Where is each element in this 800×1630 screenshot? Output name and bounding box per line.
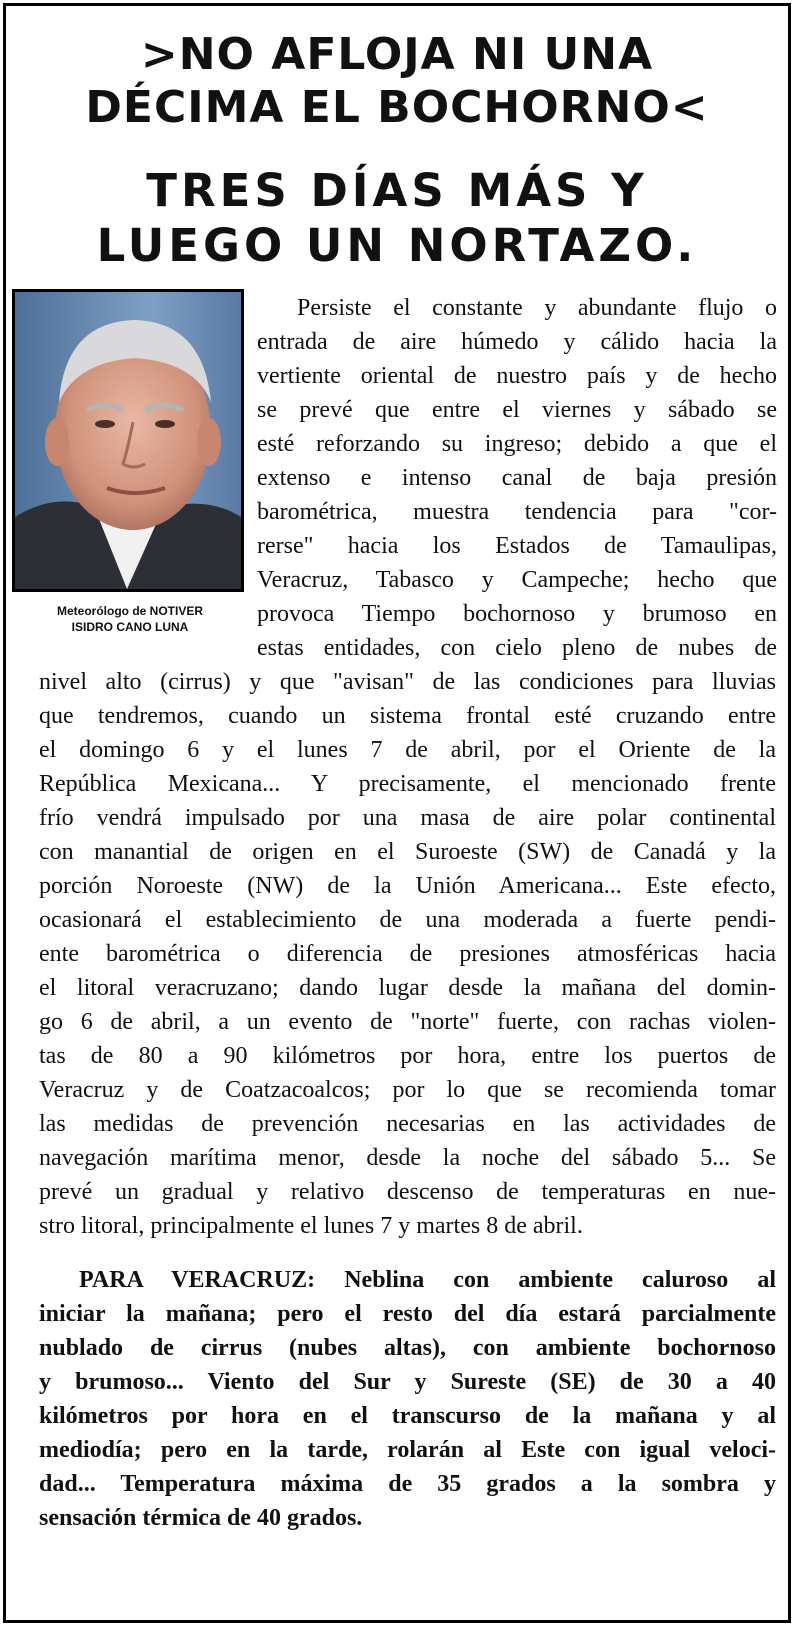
article-frame (3, 3, 791, 1623)
body-line: estas entidades, con cielo pleno de nubes de (257, 635, 777, 661)
forecast-line: sensación térmica de 40 grados. (39, 1505, 363, 1531)
body-line: Veracruz y de Coatzacoalcos; por lo que se recomienda tomar (39, 1077, 776, 1103)
headline-primary (6, 28, 788, 134)
body-line: navegación marítima menor, desde la noche del sábado 5... Se (39, 1145, 776, 1171)
forecast-line: mediodía; pero en la tarde, rolarán al Este con igual veloci- (39, 1437, 776, 1463)
forecast-line: kilómetros por hora en el transcurso de la mañana y al (39, 1403, 776, 1429)
headline-line: TRES DÍAS MÁS Y (146, 164, 648, 217)
body-line: nivel alto (cirrus) y que "avisan" de las condiciones para lluvias (39, 669, 776, 695)
body-line: República Mexicana... Y precisamente, el mencionado frente (39, 771, 776, 797)
body-line: el litoral veracruzano; dando lugar desde la mañana del domin- (39, 975, 776, 1001)
body-line: entrada de aire húmedo y cálido hacia la (257, 329, 777, 355)
body-line: Persiste el constante y abundante flujo o (297, 295, 777, 321)
body-line: go 6 de abril, a un evento de "norte" fuerte, con rachas violen- (39, 1009, 776, 1035)
body-line: esté reforzando su ingreso; debido a que el (257, 431, 777, 457)
body-line: extenso e intenso canal de baja presión (257, 465, 777, 491)
forecast-line: y brumoso... Viento del Sur y Sureste (SE) de 30 a 40 (39, 1369, 776, 1395)
forecast-line: nublado de cirrus (nubes altas), con ambiente bochornoso (39, 1335, 776, 1361)
body-line: las medidas de prevención necesarias en las actividades de (39, 1111, 776, 1137)
meteorologist-photo (12, 289, 244, 592)
caption-line: Meteorólogo de NOTIVER (56, 604, 203, 618)
body-line: que tendremos, cuando un sistema frontal esté cruzando entre (39, 703, 776, 729)
body-line: tas de 80 a 90 kilómetros por hora, entre los puertos de (39, 1043, 776, 1069)
body-line: Veracruz, Tabasco y Campeche; hecho que (257, 567, 777, 593)
photo-caption (10, 603, 250, 635)
body-line: frío vendrá impulsado por una masa de aire polar continental (39, 805, 776, 831)
forecast-line: iniciar la mañana; pero el resto del día estará parcialmente (39, 1301, 776, 1327)
body-line: barométrica, muestra tendencia para "cor- (257, 499, 777, 525)
headline-secondary (6, 163, 788, 273)
body-line: con manantial de origen en el Suroeste (SW) de Canadá y la (39, 839, 776, 865)
body-line: rerse" hacia los Estados de Tamaulipas, (257, 533, 777, 559)
forecast-line: PARA VERACRUZ: Neblina con ambiente caluroso al (79, 1267, 776, 1293)
headline-line: LUEGO UN NORTAZO. (96, 219, 698, 272)
body-line: ocasionará el establecimiento de una moderada a fuerte pendi- (39, 907, 776, 933)
headline-line: DÉCIMA EL BOCHORNO< (85, 82, 709, 133)
body-line: ente barométrica o diferencia de presiones atmosféricas hacia (39, 941, 776, 967)
body-line: el domingo 6 y el lunes 7 de abril, por el Oriente de la (39, 737, 776, 763)
headline-line: >NO AFLOJA NI UNA (140, 29, 654, 80)
body-line: prevé un gradual y relativo descenso de temperaturas en nue- (39, 1179, 776, 1205)
forecast-line: dad... Temperatura máxima de 35 grados a la sombra y (39, 1471, 776, 1497)
body-line: porción Noroeste (NW) de la Unión Americana... Este efecto, (39, 873, 776, 899)
body-line: vertiente oriental de nuestro país y de hecho (257, 363, 777, 389)
body-line: se prevé que entre el viernes y sábado se (257, 397, 777, 423)
body-line: stro litoral, principalmente el lunes 7 y martes 8 de abril. (39, 1213, 583, 1239)
caption-line: ISIDRO CANO LUNA (71, 620, 189, 634)
body-line: provoca Tiempo bochornoso y brumoso en (257, 601, 777, 627)
